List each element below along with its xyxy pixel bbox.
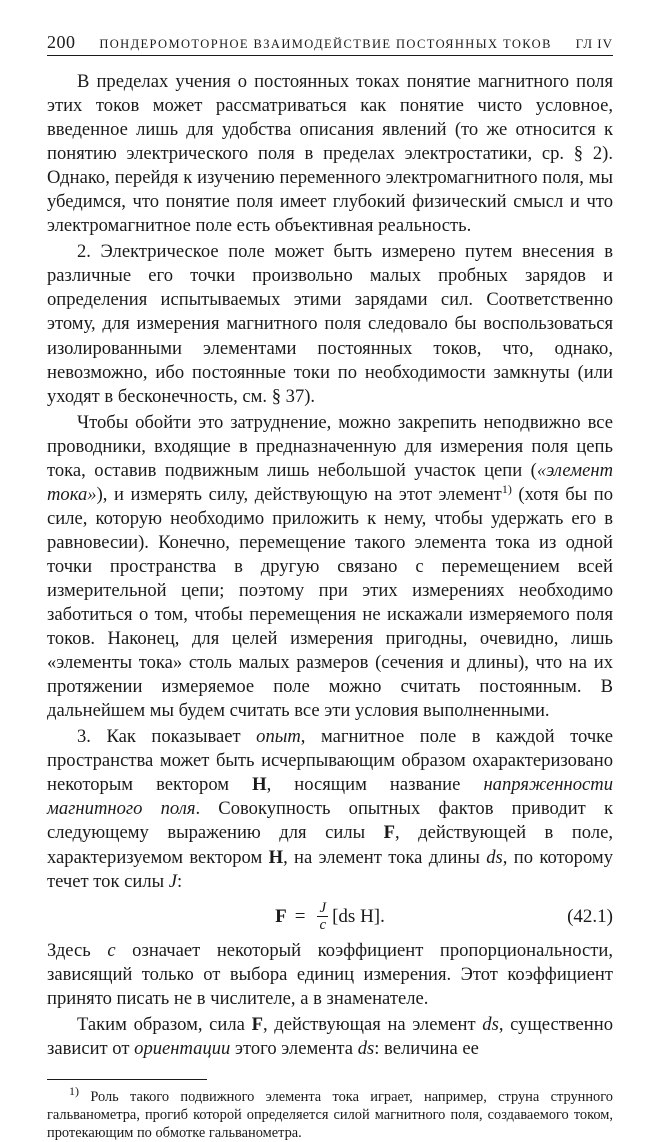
term-orientation: ориентации: [134, 1037, 231, 1059]
page-number: 200: [47, 32, 76, 52]
symbol-ds: ds: [486, 846, 503, 868]
formula-denominator: c: [319, 917, 327, 934]
vector-h: H: [252, 774, 267, 796]
page-body: [47, 70, 613, 1061]
formula-numerator: J: [319, 900, 327, 917]
formula-lhs: F: [275, 905, 287, 927]
vector-h: H: [268, 846, 284, 868]
paragraph-4: 3. Как показывает опыт, магнитное поле в каждой точке пространства может быть исчерпывающим образом охарактеризовано некоторым вектором H, носящим название напряженности магнитного поля. Совокупность опытных фактов приводит к следующему выражению для силы F, действующей в поле, характеризуемом вектором H, на элемент тока длины ds, по которому течет ток силы J:: [47, 726, 614, 892]
paragraph-5: Здесь c означает некоторый коэффициент пропорциональности, зависящий только от выбора единиц измерения. Этот коэффициент принято писать не в числителе, а в знаменателе.: [47, 939, 613, 1009]
paragraph-3: Чтобы обойти это затруднение, можно закрепить неподвижно все проводники, входящие в предназначенную для измерения поля цепь тока, оставив подвижным лишь небольшой участок цепи («элемент тока»), и измерять силу, действующую на этот элемент$^{1)}$ (хотя бы по силе, которую необходимо приложить к нему, чтобы удержать его в равновесии). Конечно, перемещение такого элемента тока из одной точки пространства в другую связано с перемещением всей измерительной цепи; поэтому при этих измерениях необходимо заботиться о том, чтобы перемещения не искажали измеряемого поля токов. Наконец, для целей измерения пригодны, очевидно, лишь «элементы тока» столь малых размеров (сечения и длины), что на их протяжении измеряемое поле можно считать постоянным. В дальнейшем мы будем считать все эти условия выполненными.: [47, 411, 613, 722]
paragraph-1: В пределах учения о постоянных токах понятие магнитного поля этих токов может рассматриваться как понятие чисто условное, введенное лишь для удобства описания явлений (то же относится к понятию электрического поля в пределах электростатики, ср. § 2). Однако, перейдя к изучению переменного электромагнитного поля, мы убедимся, что понятие поля имеет глубокий физический смысл и что электромагнитное поле есть объективная реальность.: [47, 71, 613, 237]
term-field-strength: напряженности магнитного поля: [47, 774, 613, 820]
footnote-reference: 1): [501, 481, 512, 496]
book-page: [47, 32, 613, 1142]
paragraph-6: Таким образом, сила F, действующая на элемент ds, существенно зависит от ориентации этого элемента ds: величина ее: [47, 1013, 613, 1059]
footnote-divider: [47, 1079, 207, 1080]
symbol-ds: ds: [482, 1013, 499, 1035]
running-title: ПОНДЕРОМОТОРНОЕ ВЗАИМОДЕЙСТВИЕ ПОСТОЯННЫХ ТОКОВ: [99, 37, 552, 51]
equation-42-1: [47, 897, 613, 937]
chapter-label: ГЛ IV: [575, 36, 613, 51]
vector-f: F: [251, 1013, 263, 1035]
symbol-j: J: [168, 870, 178, 892]
paragraph-2: 2. Электрическое поле может быть измерено путем внесения в различные его точки произвольно малых пробных зарядов и определения испытываемых этими зарядами сил. Соответственно этому, для измерения магнитного поля следовало бы воспользоваться изолированными элементами постоянных токов, что, однако, невозможно, ибо постоянные токи по необходимости замкнуты (или уходят в бесконечность, см. § 37).: [47, 241, 613, 407]
vector-f: F: [383, 822, 395, 844]
symbol-c: c: [107, 939, 116, 961]
footnote: $^{1)}$ Роль такого подвижного элемента тока играет, например, струна струнного гальванометра, прогиб которой определяется силой магнитного поля, создаваемого током, протекающим по обмотке гальванометра.: [47, 1084, 613, 1141]
equation-number: (42.1): [567, 905, 613, 927]
formula-equals: =: [294, 905, 306, 927]
term-experiment: опыт: [256, 726, 301, 748]
symbol-ds: ds: [357, 1037, 375, 1059]
term-current-element: «элемент тока»: [47, 459, 613, 505]
footnote-mark: 1): [69, 1084, 79, 1099]
page-header: [47, 32, 613, 56]
formula-fraction: [317, 900, 328, 933]
formula-rhs: [ds H].: [332, 905, 385, 927]
